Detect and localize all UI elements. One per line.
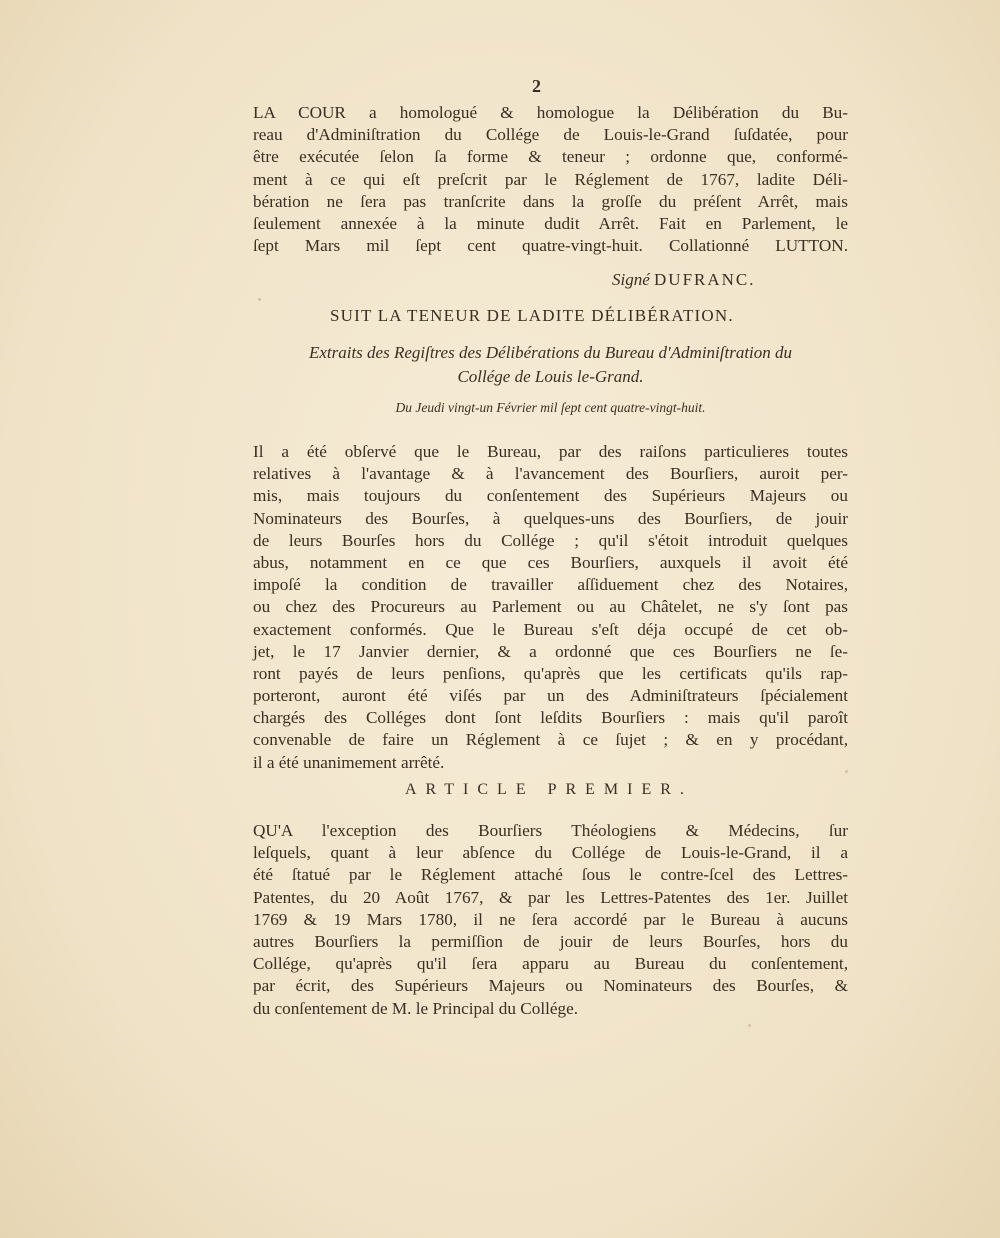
text-line: chargés des Colléges dont ſont leſdits Bourſiers : mais qu'il paroît — [253, 708, 848, 728]
text-line: il a été unanimement arrêté. — [253, 752, 445, 772]
text-line: Collége, qu'après qu'il ſera apparu au Bureau du conſentement, — [253, 954, 848, 974]
extract-heading — [253, 341, 848, 389]
signature-name: DUFRANC. — [654, 270, 756, 289]
text-line: ment à ce qui eſt preſcrit par le Réglement de 1767, ladite Déli- — [253, 169, 848, 189]
text-line: de leurs Bourſes hors du Collége ; qu'il s'étoit introduit quelques — [253, 530, 848, 550]
text-line: être exécutée ſelon ſa forme & teneur ; ordonne que, conformé- — [253, 147, 848, 167]
paper-speck — [748, 1024, 751, 1027]
text-line: Il a été obſervé que le Bureau, par des raiſons particulieres toutes — [253, 442, 848, 461]
text-line: autres Bourſiers la permiſſion de jouir de leurs Bourſes, hors du — [253, 931, 848, 951]
text-line: exactement conformés. Que le Bureau s'eſt déja occupé de cet ob- — [253, 619, 848, 639]
text-line: du conſentement de M. le Principal du Collége. — [253, 998, 579, 1018]
page-number: 2 — [532, 76, 541, 96]
text-line: par écrit, des Supérieurs Majeurs ou Nominateurs des Bourſes, & — [253, 976, 848, 996]
text-line: Patentes, du 20 Août 1767, & par les Lettres-Patentes des 1er. Juillet — [253, 887, 848, 907]
signature-prefix: Signé — [612, 270, 650, 289]
text-line: porteront, auront été viſés par un des Adminiſtrateurs ſpécialement — [253, 686, 848, 706]
date-line: Du Jeudi vingt-un Février mil ſept cent quatre-vingt-huit. — [395, 400, 706, 415]
paragraph-homologation — [253, 102, 848, 257]
extract-heading-line: Collége de Louis le-Grand. — [457, 367, 644, 386]
text-line: reau d'Adminiſtration du Collége de Louis-le-Grand ſuſdatée, pour — [253, 125, 848, 145]
extract-heading-line: Extraits des Regiſtres des Délibérations du Bureau d'Adminiſtration du — [308, 343, 793, 362]
paragraph-deliberation — [253, 441, 848, 774]
text-line: ſept Mars mil ſept cent quatre-vingt-huit. Collationné LUTTON. — [253, 236, 848, 256]
text-line: QU'A l'exception des Bourſiers Théologiens & Médecins, ſur — [253, 821, 848, 840]
paper-speck — [258, 298, 261, 301]
text-line: ou chez des Procureurs au Parlement ou au Châtelet, ne s'y ſont pas — [253, 597, 848, 617]
paper-speck — [845, 770, 848, 773]
text-line: jet, le 17 Janvier dernier, & a ordonné que ces Bourſiers ne ſe- — [253, 641, 848, 661]
text-line: bération ne ſera pas tranſcrite dans la groſſe du préſent Arrêt, mais — [253, 191, 848, 211]
text-line: Nominateurs des Bourſes, à quelques-uns des Bourſiers, de jouir — [253, 508, 848, 528]
text-line: 1769 & 19 Mars 1780, il ne ſera accordé par le Bureau à aucuns — [253, 909, 848, 929]
text-line: LA COUR a homologué & homologue la Délibération du Bu- — [253, 103, 848, 122]
text-line: été ſtatué par le Réglement attaché ſous le contre-ſcel des Lettres- — [253, 865, 848, 885]
text-line: leſquels, quant à leur abſence du Collége de Louis-le-Grand, il a — [253, 843, 848, 863]
text-line: relatives à l'avantage & à l'avancement des Bourſiers, auroit per- — [253, 464, 848, 484]
text-line: impoſé la condition de travailler aſſiduement chez des Notaires, — [253, 575, 848, 595]
article-heading: ARTICLE PREMIER. — [405, 781, 693, 798]
signature-line — [612, 270, 756, 290]
text-line: convenable de faire un Réglement à ce ſujet ; & en y procédant, — [253, 730, 848, 750]
section-heading: SUIT LA TENEUR DE LADITE DÉLIBÉRATION. — [330, 306, 734, 325]
text-line: ront payés de leurs penſions, qu'après que les certificats qu'ils rap- — [253, 663, 848, 683]
text-line: ſeulement annexée à la minute dudit Arrêt. Fait en Parlement, le — [253, 213, 848, 233]
text-line: mis, mais toujours du conſentement des Supérieurs Majeurs ou — [253, 486, 848, 506]
paragraph-article — [253, 820, 848, 1020]
text-line: abus, notamment en ce que ces Bourſiers, auxquels il avoit été — [253, 552, 848, 572]
